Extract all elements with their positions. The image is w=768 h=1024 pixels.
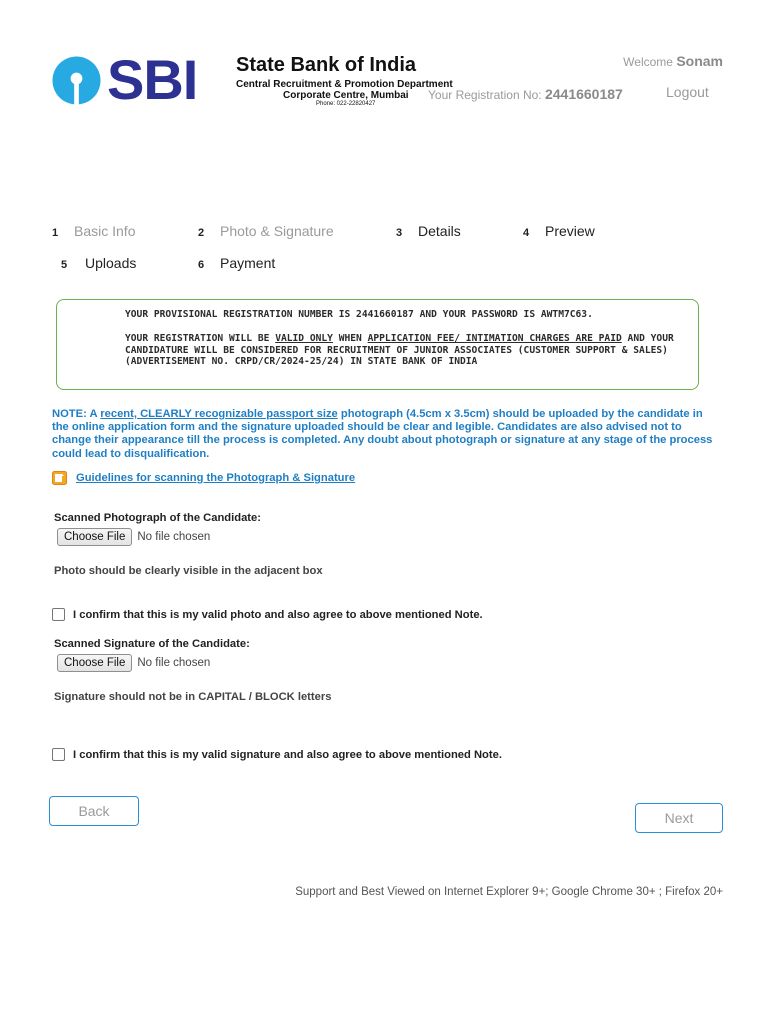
- step-payment[interactable]: [198, 255, 275, 271]
- photo-confirm-label: I confirm that this is my valid photo and also agree to above mentioned Note.: [73, 608, 483, 621]
- photo-file-input: [57, 527, 210, 546]
- sbi-logo-icon: [52, 56, 101, 105]
- registration-info: [428, 86, 623, 102]
- corporate-centre: Corporate Centre, Mumbai: [283, 90, 409, 101]
- notice-text: AND YOUR CANDIDATURE WILL BE CONSIDERED FOR RECRUITMENT OF JUNIOR ASSOCIATES (CUSTOMER SUPPORT & SALES) (ADVERTISEMENT NO. CRPD/CR/2024-25/24) IN STATE BANK OF INDIA: [125, 333, 674, 368]
- step-number: 5: [61, 259, 68, 271]
- signature-hint: Signature should not be in CAPITAL / BLOCK letters: [54, 691, 332, 703]
- notice-text: WHEN: [332, 333, 368, 344]
- notice-text: YOUR REGISTRATION WILL BE: [125, 333, 276, 344]
- logout-link[interactable]: Logout: [666, 84, 709, 100]
- step-details[interactable]: [396, 223, 461, 239]
- browser-support-footer: Support and Best Viewed on Internet Explorer 9+; Google Chrome 30+ ; Firefox 20+: [295, 886, 723, 898]
- note-highlight: recent, CLEARLY recognizable passport size: [100, 408, 338, 420]
- photo-confirm-row: [52, 608, 483, 621]
- signature-confirm-row: [52, 748, 502, 761]
- photo-confirm-checkbox[interactable]: [52, 608, 65, 621]
- registration-number: 2441660187: [544, 86, 623, 102]
- signature-file-input: [57, 653, 210, 672]
- bank-name: State Bank of India: [236, 54, 417, 76]
- signature-choose-file-button[interactable]: Choose File: [57, 654, 132, 672]
- user-name: Sonam: [676, 53, 723, 69]
- registration-notice-box: [56, 299, 699, 390]
- step-photo-signature[interactable]: [198, 223, 334, 239]
- step-label: Payment: [220, 255, 276, 271]
- step-label: Uploads: [85, 255, 137, 271]
- notice-validity-paragraph: [125, 333, 691, 368]
- welcome-label: Welcome: [623, 55, 673, 69]
- guidelines-link[interactable]: Guidelines for scanning the Photograph & Signature: [76, 472, 356, 484]
- department-name: Central Recruitment & Promotion Department: [236, 79, 453, 90]
- photo-field-label: Scanned Photograph of the Candidate:: [54, 512, 261, 524]
- registration-label: Your Registration No:: [428, 88, 542, 102]
- step-number: 3: [396, 227, 403, 239]
- sbi-logo-text: SBI: [107, 48, 198, 111]
- step-label: Details: [418, 223, 461, 239]
- signature-file-status: No file chosen: [137, 656, 211, 669]
- back-button[interactable]: Back: [49, 796, 139, 826]
- notice-valid-only: VALID ONLY: [275, 333, 333, 344]
- photo-note: [52, 408, 722, 461]
- step-label: Basic Info: [74, 223, 136, 239]
- photo-choose-file-button[interactable]: Choose File: [57, 528, 132, 546]
- phone-number: Phone: 022-22820427: [316, 101, 376, 107]
- step-preview[interactable]: [523, 223, 595, 239]
- signature-confirm-label: I confirm that this is my valid signature and also agree to above mentioned Note.: [73, 748, 502, 761]
- welcome-message: [623, 53, 723, 69]
- step-label: Preview: [545, 223, 595, 239]
- next-button[interactable]: Next: [635, 803, 723, 833]
- notice-fee-condition: APPLICATION FEE/ INTIMATION CHARGES ARE PAID: [367, 333, 622, 344]
- note-prefix: NOTE: A: [52, 408, 101, 420]
- photo-hint: Photo should be clearly visible in the adjacent box: [54, 565, 323, 577]
- step-number: 1: [52, 227, 59, 239]
- document-icon: [52, 471, 67, 485]
- step-label: Photo & Signature: [220, 223, 334, 239]
- signature-confirm-checkbox[interactable]: [52, 748, 65, 761]
- step-number: 4: [523, 227, 530, 239]
- step-number: 2: [198, 227, 205, 239]
- step-uploads[interactable]: [61, 255, 136, 271]
- notice-provisional-line: YOUR PROVISIONAL REGISTRATION NUMBER IS 2441660187 AND YOUR PASSWORD IS AWTM7C63.: [125, 309, 593, 320]
- step-basic-info[interactable]: [52, 223, 135, 239]
- note-body: photograph (4.5cm x 3.5cm) should be uploaded by the candidate in the online application form and the signature uploaded should be clear and legible. Candidates are also advised not to change their appearance till the process is completed. Any doubt about photograph or signature at any stage of the process could lead to disqualification.: [52, 408, 713, 460]
- signature-field-label: Scanned Signature of the Candidate:: [54, 638, 250, 650]
- photo-file-status: No file chosen: [137, 530, 211, 543]
- step-number: 6: [198, 259, 205, 271]
